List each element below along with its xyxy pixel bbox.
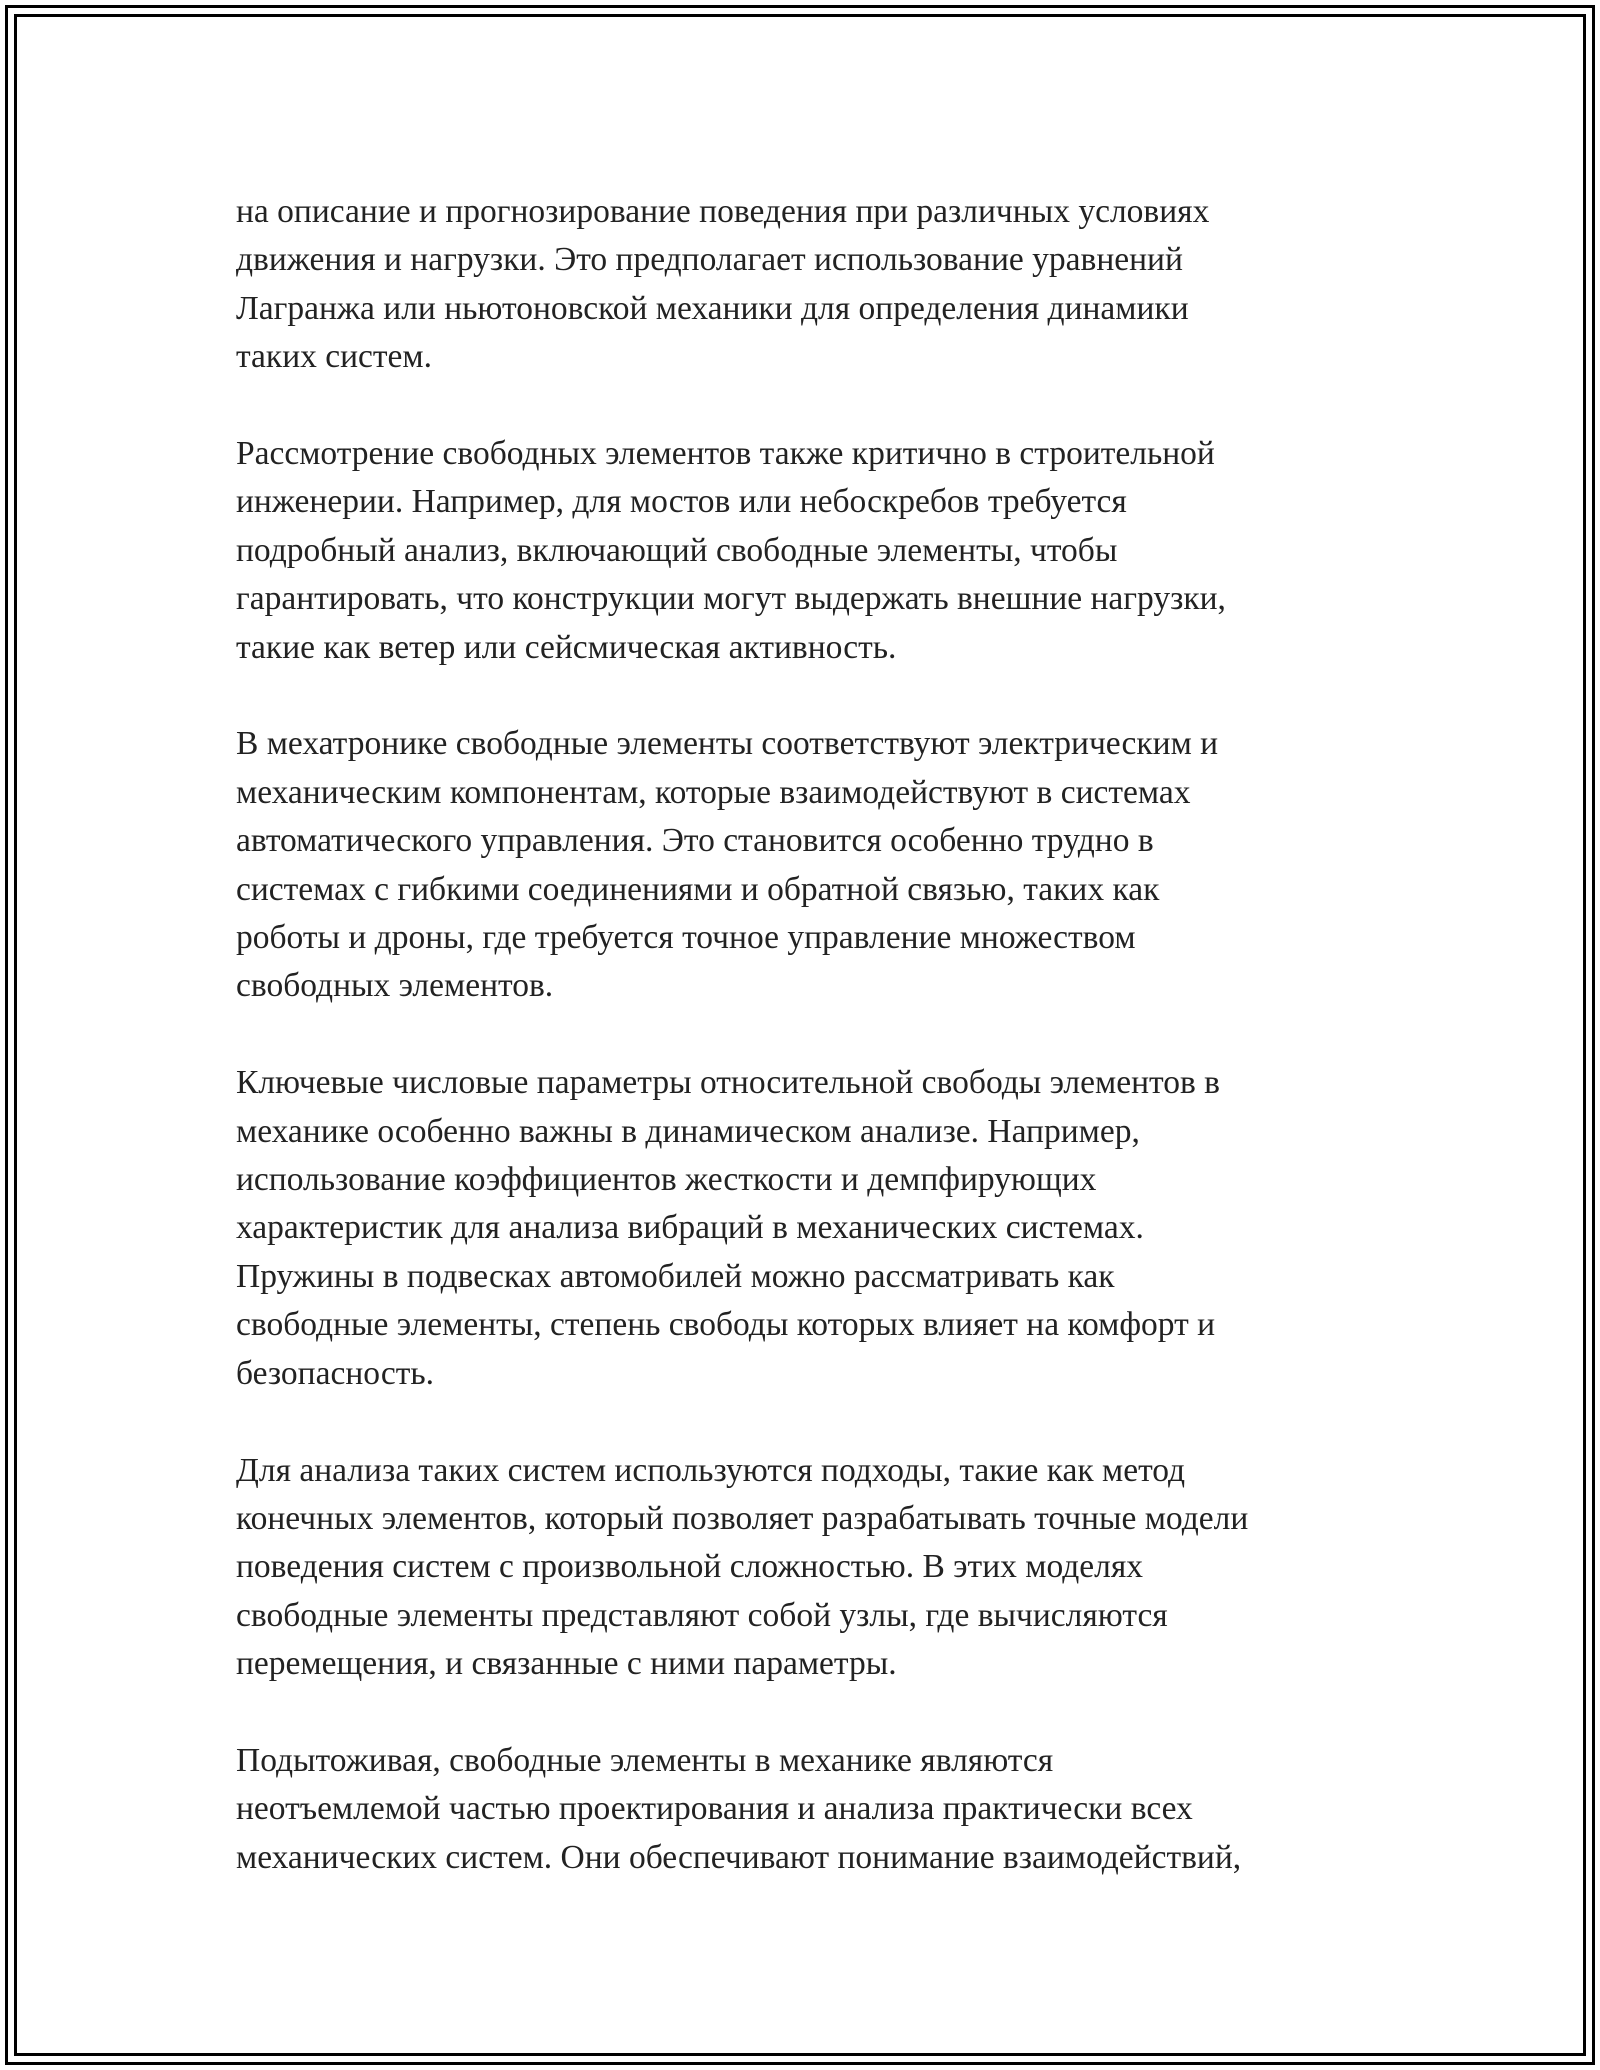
text-line: роботы и дроны, где требуется точное управление множеством: [236, 919, 1136, 957]
text-line: свободные элементы, степень свободы которых влияет на комфорт и: [236, 1306, 1216, 1344]
text-line: неотъемлемой частью проектирования и анализа практически всех: [236, 1790, 1193, 1828]
text-line: механике особенно важны в динамическом анализе. Например,: [236, 1112, 1140, 1150]
text-line: Пружины в подвесках автомобилей можно рассматривать как: [236, 1257, 1115, 1295]
text-line: перемещения, и связанные с ними параметры.: [236, 1645, 897, 1683]
text-line: конечных элементов, который позволяет разрабатывать точные модели: [236, 1499, 1249, 1537]
paragraph: [236, 720, 1386, 1010]
text-line: гарантировать, что конструкции могут выдержать внешние нагрузки,: [236, 580, 1226, 618]
text-line: свободные элементы представляют собой узлы, где вычисляются: [236, 1596, 1168, 1634]
text-line: механических систем. Они обеспечивают понимание взаимодействий,: [236, 1838, 1242, 1876]
paragraph: [236, 1737, 1386, 1882]
text-line: поведения систем с произвольной сложностью. В этих моделях: [236, 1548, 1144, 1586]
paragraph: [236, 430, 1386, 672]
text-line: на описание и прогнозирование поведения при различных условиях: [236, 193, 1210, 230]
text-line: таких систем.: [236, 338, 432, 376]
text-line: свободных элементов.: [236, 967, 554, 1005]
text-line: такие как ветер или сейсмическая активность.: [236, 628, 897, 666]
text-line: Для анализа таких систем используются подходы, такие как метод: [236, 1451, 1186, 1489]
text-line: безопасность.: [236, 1354, 435, 1392]
text-line: Лагранжа или ньютоновской механики для определения динамики: [236, 289, 1189, 327]
paragraph: [236, 1447, 1386, 1689]
text-line: механическим компонентам, которые взаимодействуют в системах: [236, 773, 1191, 811]
paragraph: [236, 188, 1386, 382]
text-line: инженерии. Например, для мостов или небоскребов требуется: [236, 483, 1127, 521]
text-line: Ключевые числовые параметры относительной свободы элементов в: [236, 1064, 1220, 1102]
text-line: системах с гибкими соединениями и обратной связью, таких как: [236, 870, 1160, 908]
text-line: Рассмотрение свободных элементов также критично в строительной: [236, 435, 1215, 473]
text-line: подробный анализ, включающий свободные элементы, чтобы: [236, 531, 1118, 569]
text-line: использование коэффициентов жесткости и демпфирующих: [236, 1161, 1097, 1199]
text-line: автоматического управления. Это становится особенно трудно в: [236, 822, 1154, 860]
paragraph: [236, 1059, 1386, 1398]
text-line: характеристик для анализа вибраций в механических системах.: [236, 1209, 1144, 1247]
text-line: В мехатронике свободные элементы соответствуют электрическим и: [236, 725, 1219, 763]
text-line: Подытоживая, свободные элементы в механике являются: [236, 1741, 1054, 1779]
document-body: [236, 188, 1386, 1931]
text-line: движения и нагрузки. Это предполагает использование уравнений: [236, 241, 1183, 279]
